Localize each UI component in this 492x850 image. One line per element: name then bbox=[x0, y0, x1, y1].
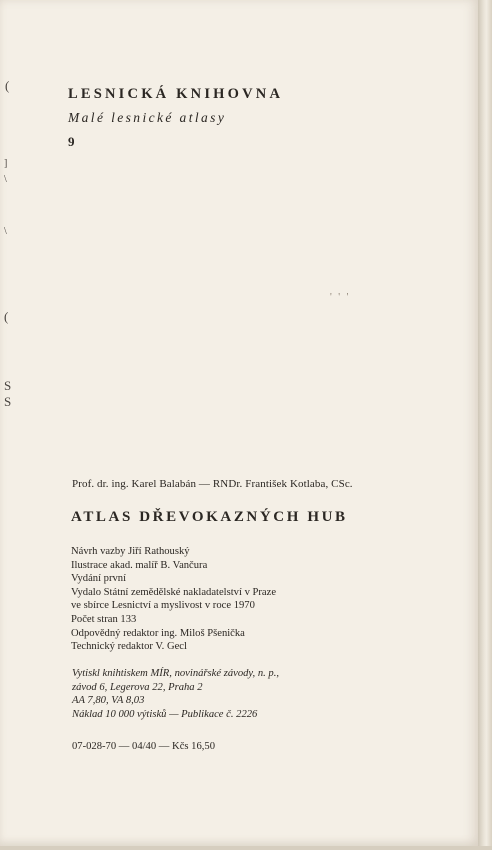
credit-publisher: Vydalo Státní zemědělské nakladatelství v Praze bbox=[71, 586, 277, 598]
gutter-mark: ( bbox=[4, 309, 9, 324]
credit-cover-design: Návrh vazby Jiří Rathouský bbox=[71, 546, 190, 557]
gutter-mark: S bbox=[4, 378, 12, 393]
credits-list bbox=[71, 545, 276, 654]
credit-technical-editor: Technický redaktor V. Gecl bbox=[71, 641, 187, 653]
gutter-mark: S bbox=[4, 394, 12, 409]
page-edge-bottom bbox=[0, 846, 492, 850]
gutter-mark: ] bbox=[4, 158, 8, 169]
gutter-mark: \ bbox=[4, 226, 7, 237]
credit-collection: ve sbírce Lesnictví a myslivost v roce 1970 bbox=[71, 600, 255, 612]
page-edge-right bbox=[478, 0, 492, 850]
printer-line: Vytiskl knihtiskem MÍR, novinářské závody, n. p., bbox=[72, 668, 280, 679]
series-number: 9 bbox=[68, 134, 75, 149]
printer-sheets: AA 7,80, VA 8,03 bbox=[72, 695, 145, 707]
authors-line: Prof. dr. ing. Karel Balabán — RNDr. František Kotlaba, CSc. bbox=[72, 478, 353, 490]
series-title: LESNICKÁ KNIHOVNA bbox=[68, 86, 284, 102]
book-title: ATLAS DŘEVOKAZNÝCH HUB bbox=[71, 509, 348, 525]
series-subtitle: Malé lesnické atlasy bbox=[68, 110, 227, 125]
credit-edition: Vydání první bbox=[71, 573, 127, 585]
credit-page-count: Počet stran 133 bbox=[71, 613, 137, 625]
printer-address: závod 6, Legerova 22, Praha 2 bbox=[72, 681, 203, 693]
credit-illustrations: Ilustrace akad. malíř B. Vančura bbox=[71, 559, 208, 571]
gutter-mark: \ bbox=[4, 174, 7, 185]
stray-ink-marks: ' ' ' bbox=[330, 292, 351, 303]
credit-editor: Odpovědný redaktor ing. Miloš Pšenička bbox=[71, 627, 245, 639]
catalog-price-line: 07-028-70 — 04/40 — Kčs 16,50 bbox=[72, 741, 216, 752]
printer-print-run: Náklad 10 000 výtisků — Publikace č. 2226 bbox=[72, 708, 258, 720]
printer-info bbox=[72, 667, 279, 721]
gutter-mark: ( bbox=[5, 78, 10, 93]
